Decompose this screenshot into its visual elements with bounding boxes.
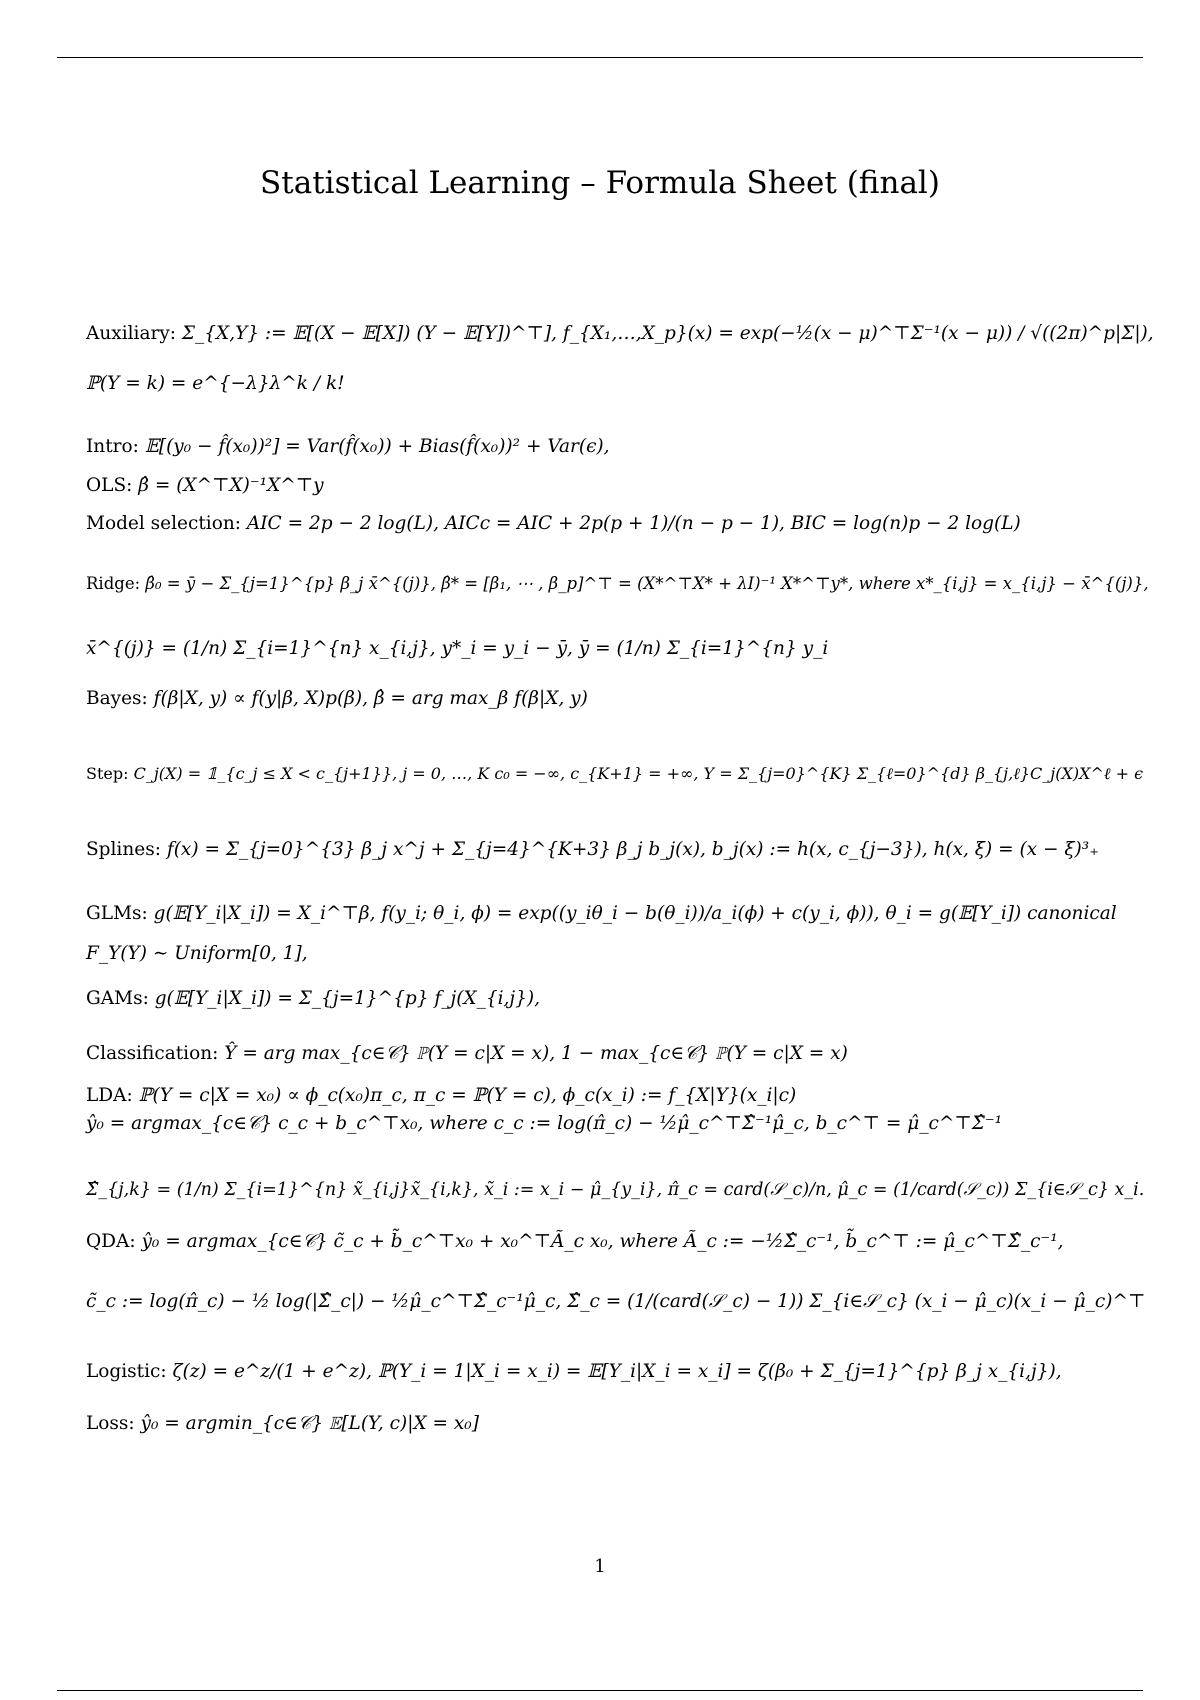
formula-line-ridge	[86, 572, 1149, 596]
formula-text: 𝔼[(y₀ − f̂(x₀))²] = Var(f̂(x₀)) + Bias(f̂(x₀))² + Var(ϵ),	[144, 436, 610, 457]
formula-line-qda	[86, 1230, 1064, 1254]
formula-line-loss	[86, 1412, 479, 1436]
formula-line-bayes	[86, 687, 588, 711]
formula-text: β̂ = (X^⊤X)⁻¹X^⊤y	[138, 475, 324, 496]
formula-text: ℙ(Y = k) = e^{−λ}λ^k / k!	[86, 373, 345, 394]
formula-text: AIC = 2p − 2 log(L), AICc = AIC + 2p(p + 1)/(n − p − 1), BIC = log(n)p − 2 log(L)	[246, 513, 1021, 534]
formula-text: ℙ(Y = c|X = x₀) ∝ ϕ_c(x₀)π_c, π_c = ℙ(Y = c), ϕ_c(x_i) := f_{X|Y}(x_i|c)	[138, 1085, 797, 1106]
formula-label: OLS:	[86, 475, 133, 496]
formula-text: Σ̂_{j,k} = (1/n) Σ_{i=1}^{n} x̃_{i,j}x̃_{i,k}, x̃_i := x_i − μ̂_{y_i}, π̂_c = card(𝒮_c)/n, μ̂_c = (1/card(𝒮_c)) Σ_{i∈𝒮_c} x_i.	[86, 1180, 1145, 1200]
formula-text: c̃_c := log(π̂_c) − ½ log(|Σ̂_c|) − ½μ̂_c^⊤Σ̂_c⁻¹μ̂_c, Σ̂_c = (1/(card(𝒮_c) − 1)) Σ_{i∈𝒮_c} (x_i − μ̂_c)(x_i − μ̂_c)^⊤	[86, 1291, 1146, 1312]
formula-label: Intro:	[86, 436, 139, 457]
formula-line-model-selection	[86, 512, 1021, 536]
page-title: Statistical Learning – Formula Sheet (final)	[260, 165, 940, 201]
formula-text: g(𝔼[Y_i|X_i]) = Σ_{j=1}^{p} f_j(X_{i,j}),	[154, 988, 541, 1009]
formula-text: f(x) = Σ_{j=0}^{3} β_j x^j + Σ_{j=4}^{K+3} β_j b_j(x), b_j(x) := h(x, c_{j−3}), h(x, ξ) = (x − ξ)³₊	[166, 839, 1099, 860]
formula-label: Logistic:	[86, 1361, 167, 1382]
formula-text: F_Y(Y) ∼ Uniform[0, 1],	[86, 943, 308, 964]
formula-line-step	[86, 762, 1143, 786]
formula-label: GAMs:	[86, 988, 149, 1009]
formula-label: LDA:	[86, 1085, 133, 1106]
formula-line-glms	[86, 902, 1117, 926]
formula-line-uniform	[86, 942, 308, 966]
bottom-rule	[57, 1690, 1143, 1691]
formula-line-gams	[86, 987, 540, 1011]
formula-line-qda-estimates	[86, 1290, 1145, 1314]
formula-label: Splines:	[86, 839, 161, 860]
formula-text: ŷ₀ = argmax_{c∈𝒞} c_c + b_c^⊤x₀, where c_c := log(π̂_c) − ½μ̂_c^⊤Σ̂⁻¹μ̂_c, b_c^⊤ = μ̂_c^⊤Σ̂⁻¹	[86, 1113, 1002, 1134]
formula-label: Ridge:	[86, 574, 141, 593]
formula-label: QDA:	[86, 1231, 136, 1252]
formula-label: Loss:	[86, 1413, 135, 1434]
formula-text: C_j(X) = 𝟙_{c_j ≤ X < c_{j+1}}, j = 0, …, K c₀ = −∞, c_{K+1} = +∞, Y = Σ_{j=0}^{K} Σ_{ℓ=0}^{d} β_{j,ℓ}C_j(X)X^ℓ + ϵ	[133, 764, 1144, 783]
formula-text: ŷ₀ = argmax_{c∈𝒞} c̃_c + b̃_c^⊤x₀ + x₀^⊤Ã_c x₀, where Ã_c := −½Σ̂_c⁻¹, b̃_c^⊤ := μ̂_c^⊤Σ̂_c⁻¹,	[141, 1231, 1064, 1252]
formula-line-lda	[86, 1084, 796, 1108]
formula-text: f(β|X, y) ∝ f(y|β, X)p(β), β̂ = arg max_β f(β|X, y)	[153, 688, 588, 709]
formula-text: x̄^{(j)} = (1/n) Σ_{i=1}^{n} x_{i,j}, y*_i = y_i − ȳ, ȳ = (1/n) Σ_{i=1}^{n} y_i	[86, 638, 829, 659]
formula-text: β̂₀ = ȳ − Σ_{j=1}^{p} β_j x̄^{(j)}, β̂* = [β₁, ⋯ , β_p]^⊤ = (X*^⊤X* + λI)⁻¹ X*^⊤y*, where x*_{i,j} = x_{i,j} − x̄^{(j)},	[145, 574, 1149, 593]
formula-line-logistic	[86, 1360, 1062, 1384]
formula-text: Σ_{X,Y} := 𝔼[(X − 𝔼[X]) (Y − 𝔼[Y])^⊤], f_{X₁,…,X_p}(x) = exp(−½(x − μ)^⊤Σ⁻¹(x − μ)) / √((2π)^p|Σ|),	[181, 323, 1154, 344]
formula-line-classification	[86, 1042, 848, 1066]
formula-label: Auxiliary:	[86, 323, 177, 344]
formula-line-lda-estimates	[86, 1178, 1144, 1202]
top-rule	[57, 57, 1143, 58]
formula-line-ols	[86, 474, 324, 498]
page-number: 1	[594, 1556, 606, 1577]
formula-line-poisson	[86, 372, 345, 396]
formula-label: Bayes:	[86, 688, 148, 709]
formula-label: Model selection:	[86, 513, 241, 534]
formula-line-lda-decision	[86, 1112, 1002, 1136]
formula-label: Classification:	[86, 1043, 219, 1064]
formula-label: GLMs:	[86, 903, 148, 924]
formula-text: ŷ₀ = argmin_{c∈𝒞} 𝔼[L(Y, c)|X = x₀]	[140, 1413, 479, 1434]
formula-text: Ŷ = arg max_{c∈𝒞} ℙ(Y = c|X = x), 1 − max_{c∈𝒞} ℙ(Y = c|X = x)	[224, 1043, 848, 1064]
formula-line-ridge-means	[86, 637, 828, 661]
formula-label: Step:	[86, 764, 129, 783]
formula-line-intro	[86, 435, 610, 459]
formula-line-auxiliary	[86, 322, 1154, 346]
formula-line-splines	[86, 838, 1099, 862]
formula-text: ζ(z) = e^z/(1 + e^z), ℙ(Y_i = 1|X_i = x_i) = 𝔼[Y_i|X_i = x_i] = ζ(β₀ + Σ_{j=1}^{p} β_j x_{i,j}),	[172, 1361, 1062, 1382]
formula-text: g(𝔼[Y_i|X_i]) = X_i^⊤β, f(y_i; θ_i, ϕ) = exp((y_iθ_i − b(θ_i))/a_i(ϕ) + c(y_i, ϕ)), θ_i = g(𝔼[Y_i]) canonical	[153, 903, 1117, 924]
